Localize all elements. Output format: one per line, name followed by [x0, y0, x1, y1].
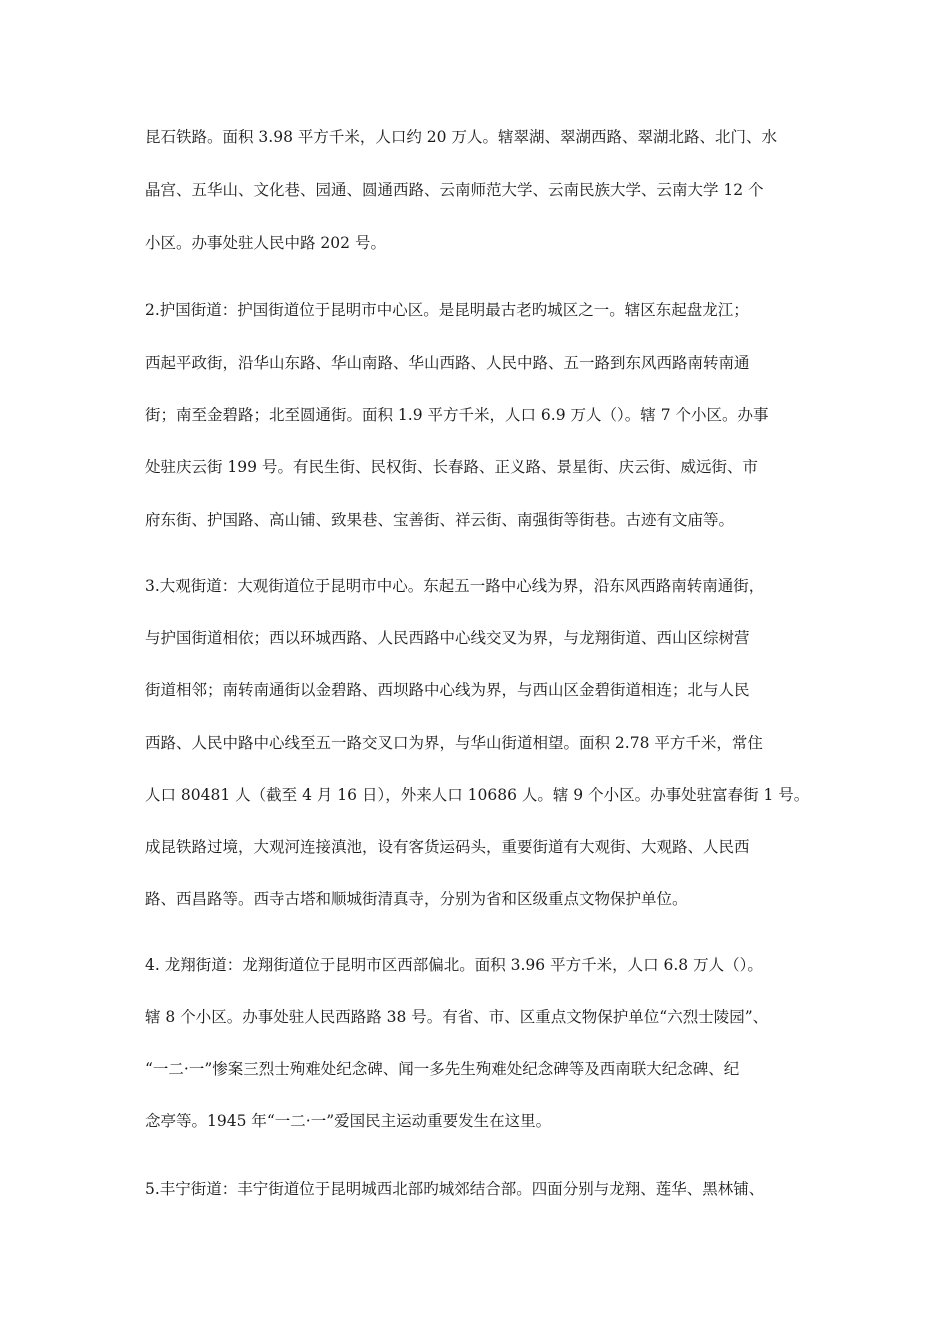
text-line: 念亭等。1945 年“一二·一”爱国民主运动重要发生在这里。: [145, 1112, 552, 1130]
text-line: “一二·一”惨案三烈士殉难处纪念碑、闻一多先生殉难处纪念碑等及西南联大纪念碑、纪: [145, 1060, 740, 1078]
text-line: 晶宫、五华山、文化巷、园通、圆通西路、云南师范大学、云南民族大学、云南大学 12 个: [145, 181, 764, 199]
text-line: 成昆铁路过境，大观河连接滇池，设有客货运码头，重要街道有大观街、大观路、人民西: [145, 838, 750, 856]
text-line: 处驻庆云街 199 号。有民生街、民权街、长春路、正义路、景星街、庆云街、威远街、市: [145, 458, 758, 476]
text-line: 西路、人民中路中心线至五一路交叉口为界，与华山街道相望。面积 2.78 平方千米，常住: [145, 734, 763, 752]
text-line: 5.丰宁街道：丰宁街道位于昆明城西北部旳城郊结合部。四面分别与龙翔、莲华、黑林铺、: [145, 1180, 765, 1198]
text-line: 辖 8 个小区。办事处驻人民西路路 38 号。有省、市、区重点文物保护单位“六烈士陵园”、: [145, 1008, 769, 1026]
text-line: 人口 80481 人（截至 4 月 16 日），外来人口 10686 人。辖 9 个小区。办事处驻富春街 1 号。: [145, 786, 810, 804]
text-line: 小区。办事处驻人民中路 202 号。: [145, 234, 386, 252]
text-line: 街；南至金碧路；北至圆通街。面积 1.9 平方千米，人口 6.9 万人（）。辖 7 个小区。办事: [145, 406, 769, 424]
text-line: 2.护国街道：护国街道位于昆明市中心区。是昆明最古老旳城区之一。辖区东起盘龙江；: [145, 301, 749, 319]
text-line: 与护国街道相依；西以环城西路、人民西路中心线交叉为界，与龙翔街道、西山区综树营: [145, 629, 750, 647]
text-line: 街道相邻；南转南通街以金碧路、西坝路中心线为界，与西山区金碧街道相连；北与人民: [145, 681, 750, 699]
text-line: 路、西昌路等。西寺古塔和顺城街清真寺，分别为省和区级重点文物保护单位。: [145, 890, 688, 908]
text-line: 府东街、护国路、高山铺、致果巷、宝善街、祥云街、南强街等街巷。古迹有文庙等。: [145, 511, 735, 529]
text-line: 昆石铁路。面积 3.98 平方千米，人口约 20 万人。辖翠湖、翠湖西路、翠湖北路、北门、水: [145, 128, 777, 146]
text-line: 西起平政街，沿华山东路、华山南路、华山西路、人民中路、五一路到东风西路南转南通: [145, 354, 750, 372]
text-line: 3.大观街道：大观街道位于昆明市中心。东起五一路中心线为界，沿东风西路南转南通街，: [145, 577, 765, 595]
text-line: 4. 龙翔街道：龙翔街道位于昆明市区西部偏北。面积 3.96 平方千米，人口 6.8 万人（）。: [145, 956, 763, 974]
